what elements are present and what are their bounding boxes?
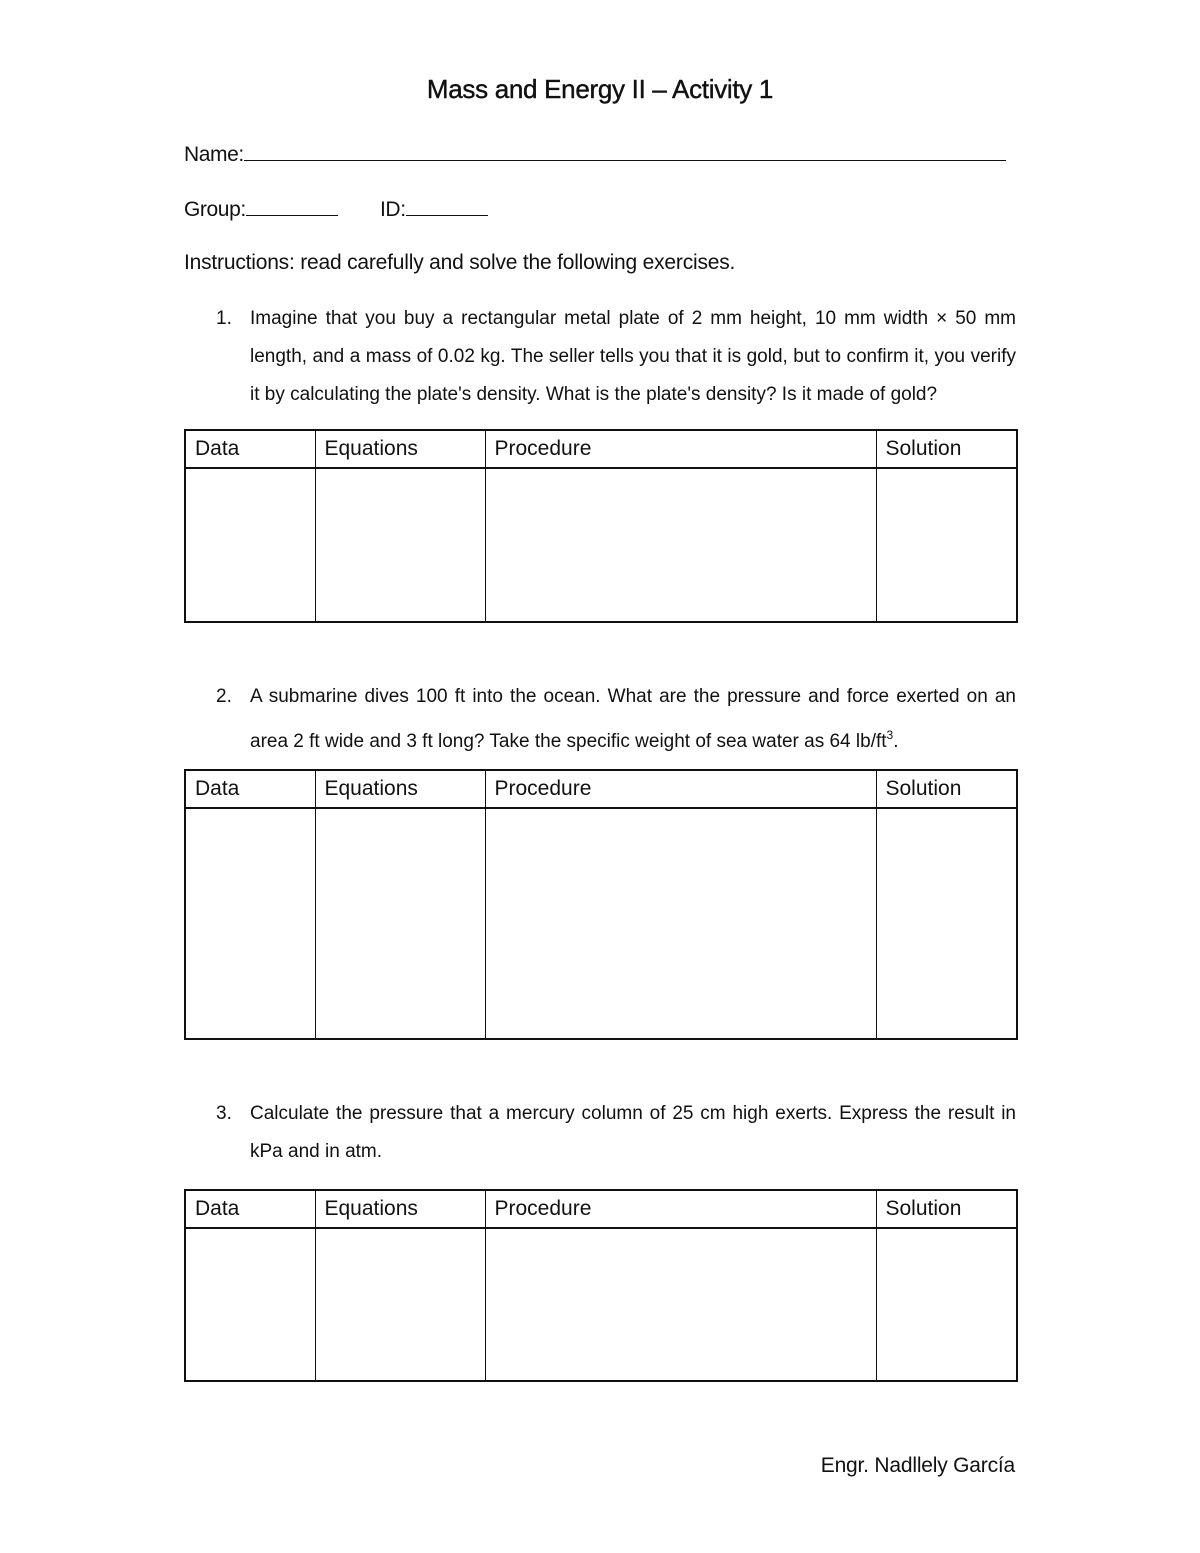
group-field bbox=[184, 195, 338, 222]
question-text: Calculate the pressure that a mercury column of 25 cm high exerts. Express the result in kPa and in atm. bbox=[250, 1103, 1016, 1162]
question-1 bbox=[184, 300, 1016, 414]
cell-solution[interactable] bbox=[876, 808, 1017, 1039]
name-label: Name: bbox=[184, 143, 244, 166]
group-label: Group: bbox=[184, 198, 246, 221]
answer-table-3 bbox=[184, 1189, 1018, 1382]
question-3 bbox=[184, 1095, 1016, 1171]
group-blank[interactable] bbox=[246, 195, 338, 216]
header-procedure: Procedure bbox=[485, 1190, 876, 1228]
superscript: 3 bbox=[886, 728, 894, 742]
question-text-main: A submarine dives 100 ft into the ocean. What are the pressure and force exerted on an area 2 ft wide and 3 ft long? Take the specific weight of sea water as 64 lb/ft bbox=[250, 686, 1016, 752]
id-blank[interactable] bbox=[406, 195, 488, 216]
header-solution: Solution bbox=[876, 430, 1017, 468]
cell-equations[interactable] bbox=[315, 808, 485, 1039]
header-equations: Equations bbox=[315, 430, 485, 468]
cell-data[interactable] bbox=[185, 468, 315, 622]
id-field bbox=[380, 195, 488, 222]
cell-solution[interactable] bbox=[876, 468, 1017, 622]
cell-procedure[interactable] bbox=[485, 468, 876, 622]
answer-table-1 bbox=[184, 429, 1018, 623]
header-data: Data bbox=[185, 1190, 315, 1228]
cell-solution[interactable] bbox=[876, 1228, 1017, 1381]
question-number: 3. bbox=[216, 1103, 232, 1124]
answer-table-2 bbox=[184, 769, 1018, 1040]
question-number: 1. bbox=[216, 308, 232, 329]
question-2 bbox=[184, 678, 1016, 761]
header-data: Data bbox=[185, 430, 315, 468]
page-title: Mass and Energy II – Activity 1 bbox=[426, 74, 774, 104]
header-solution: Solution bbox=[876, 1190, 1017, 1228]
cell-procedure[interactable] bbox=[485, 808, 876, 1039]
cell-data[interactable] bbox=[185, 1228, 315, 1381]
header-procedure: Procedure bbox=[485, 770, 876, 808]
name-field bbox=[184, 140, 1006, 167]
instructions: Instructions: read carefully and solve the following exercises. bbox=[184, 251, 736, 274]
header-equations: Equations bbox=[315, 770, 485, 808]
question-number: 2. bbox=[216, 686, 232, 707]
cell-equations[interactable] bbox=[315, 1228, 485, 1381]
id-label: ID: bbox=[380, 198, 406, 221]
header-data: Data bbox=[185, 770, 315, 808]
author-signature: Engr. Nadllely García bbox=[820, 1454, 1015, 1477]
question-text: Imagine that you buy a rectangular metal plate of 2 mm height, 10 mm width × 50 mm length, and a mass of 0.02 kg. The seller tells you that it is gold, but to confirm it, you verify it by calculating the plate's density. What is the plate's density? Is it made of gold? bbox=[250, 308, 1016, 405]
question-text bbox=[250, 678, 1016, 761]
header-procedure: Procedure bbox=[485, 430, 876, 468]
cell-data[interactable] bbox=[185, 808, 315, 1039]
header-equations: Equations bbox=[315, 1190, 485, 1228]
name-blank[interactable] bbox=[244, 140, 1006, 161]
header-solution: Solution bbox=[876, 770, 1017, 808]
cell-procedure[interactable] bbox=[485, 1228, 876, 1381]
cell-equations[interactable] bbox=[315, 468, 485, 622]
question-text-end: . bbox=[893, 731, 899, 752]
